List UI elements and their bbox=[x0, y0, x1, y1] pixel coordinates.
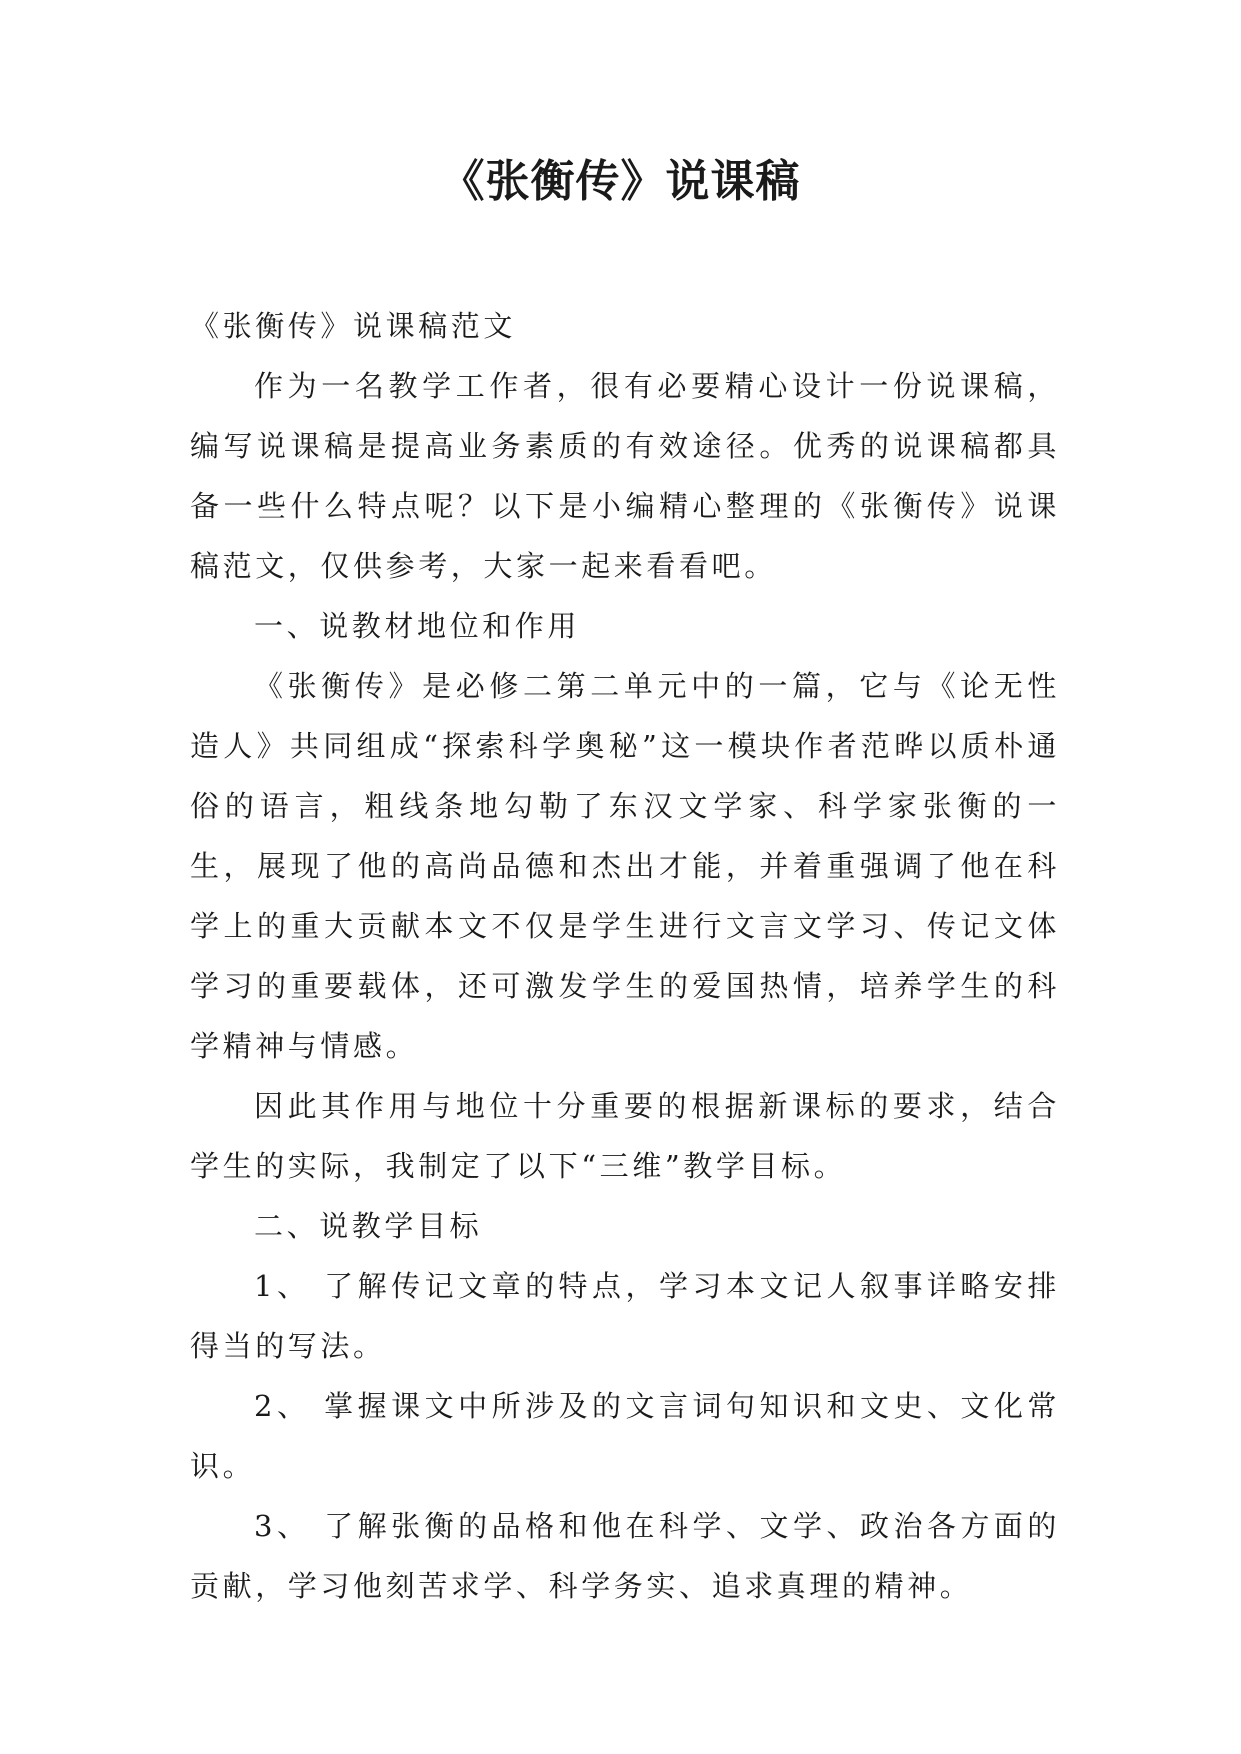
section-heading-teaching-objectives: 二、说教学目标 bbox=[254, 1209, 483, 1243]
intro-paragraph: 作为一名教学工作者，很有必要精心设计一份说课稿，编写说课稿是提高业务素质的有效途径。优秀的说课稿都具备一些什么特点呢？以下是小编精心整理的《张衡传》说课稿范文，仅供参考，大家一起来看看吧。 bbox=[190, 369, 1060, 583]
document-subtitle: 《张衡传》说课稿范文 bbox=[190, 309, 517, 343]
document-body bbox=[190, 296, 1060, 1616]
document-title: 《张衡传》说课稿 bbox=[440, 156, 801, 207]
textbook-position-paragraph: 《张衡传》是必修二第二单元中的一篇，它与《论无性造人》共同组成“探索科学奥秘”这一模块作者范晔以质朴通俗的语言，粗线条地勾勒了东汉文学家、科学家张衡的一生，展现了他的高尚品德和杰出才能，并着重强调了他在科学上的重大贡献本文不仅是学生进行文言文学习、传记文体学习的重要载体，还可激发学生的爱国热情，培养学生的科学精神与情感。 bbox=[190, 669, 1060, 1063]
objective-item-1: 1、 了解传记文章的特点，学习本文记人叙事详略安排得当的写法。 bbox=[190, 1269, 1060, 1363]
objective-item-3: 3、 了解张衡的品格和他在科学、文学、政治各方面的贡献，学习他刻苦求学、科学务实、追求真理的精神。 bbox=[190, 1509, 1060, 1603]
section-heading-textbook-position: 一、说教材地位和作用 bbox=[254, 609, 581, 643]
objectives-lead-paragraph: 因此其作用与地位十分重要的根据新课标的要求，结合学生的实际，我制定了以下“三维”教学目标。 bbox=[190, 1089, 1060, 1183]
objective-item-2: 2、 掌握课文中所涉及的文言词句知识和文史、文化常识。 bbox=[190, 1389, 1060, 1483]
